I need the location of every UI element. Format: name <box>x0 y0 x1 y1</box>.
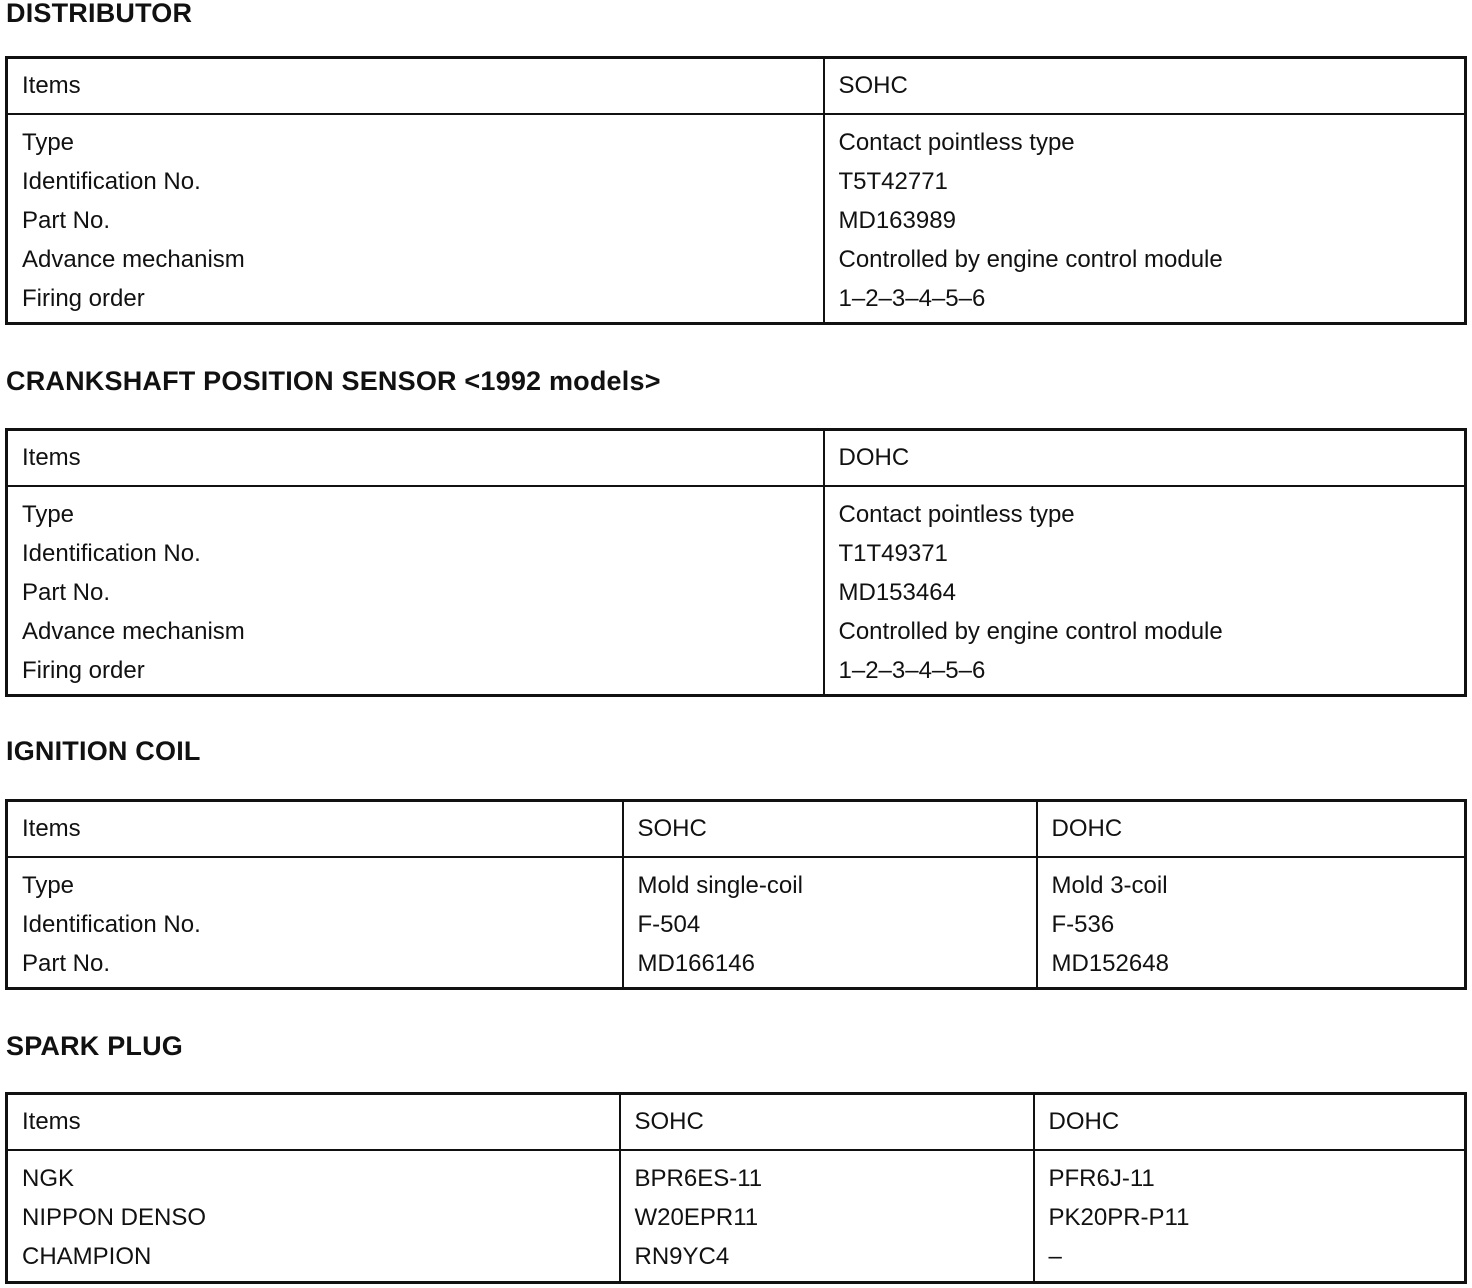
table-row <box>7 857 1466 989</box>
column-header-items: Items <box>7 430 824 487</box>
item-label: Identification No. <box>22 168 201 195</box>
section-title-distributor: DISTRIBUTOR <box>6 0 193 28</box>
spec-value: MD166146 <box>637 950 755 977</box>
spec-value: Contact pointless type <box>838 129 1075 156</box>
spec-value: T1T49371 <box>838 540 948 567</box>
dohc-values-cell <box>1037 857 1466 989</box>
item-label: NIPPON DENSO <box>22 1204 207 1231</box>
column-header-dohc: DOHC <box>824 430 1466 487</box>
column-header-sohc: SOHC <box>623 801 1037 858</box>
section-title-crankshaft-sensor: CRANKSHAFT POSITION SENSOR <1992 models> <box>6 366 661 396</box>
items-cell <box>7 114 824 324</box>
spec-value: F-504 <box>637 911 701 938</box>
column-header-sohc: SOHC <box>620 1094 1034 1151</box>
spec-value: PFR6J-11 <box>1048 1165 1155 1192</box>
dohc-values-cell <box>824 486 1466 696</box>
column-header-dohc: DOHC <box>1034 1094 1466 1151</box>
spec-value: Controlled by engine control module <box>838 618 1223 645</box>
items-cell <box>7 486 824 696</box>
spec-value: 1–2–3–4–5–6 <box>838 657 986 684</box>
column-header-items: Items <box>7 58 824 115</box>
item-label: Part No. <box>22 207 111 234</box>
distributor-table <box>5 56 1467 325</box>
sohc-values-cell <box>824 114 1466 324</box>
spec-value: MD153464 <box>838 579 956 606</box>
sohc-values-cell <box>623 857 1037 989</box>
spec-value: Mold 3-coil <box>1051 872 1168 899</box>
spec-value: – <box>1048 1243 1062 1270</box>
spec-value: PK20PR-P11 <box>1048 1204 1190 1231</box>
section-title-spark-plug: SPARK PLUG <box>6 1031 184 1061</box>
item-label: CHAMPION <box>22 1243 152 1270</box>
column-header-items: Items <box>7 801 623 858</box>
item-label: NGK <box>22 1165 75 1192</box>
item-label: Type <box>22 129 75 156</box>
sohc-values-cell <box>620 1150 1034 1283</box>
item-label: Type <box>22 872 75 899</box>
items-cell <box>7 1150 620 1283</box>
items-cell <box>7 857 623 989</box>
item-label: Part No. <box>22 950 111 977</box>
column-header-items: Items <box>7 1094 620 1151</box>
spec-value: F-536 <box>1051 911 1115 938</box>
spec-value: MD152648 <box>1051 950 1169 977</box>
table-row <box>7 486 1466 696</box>
spec-value: MD163989 <box>838 207 956 234</box>
spec-value: T5T42771 <box>838 168 948 195</box>
spec-value: 1–2–3–4–5–6 <box>838 285 986 312</box>
item-label: Part No. <box>22 579 111 606</box>
spec-value: RN9YC4 <box>634 1243 730 1270</box>
crankshaft-sensor-table <box>5 428 1467 697</box>
table-header-row <box>7 58 1466 115</box>
item-label: Type <box>22 501 75 528</box>
ignition-coil-table <box>5 799 1467 990</box>
item-label: Firing order <box>22 285 145 312</box>
spark-plug-table <box>5 1092 1467 1284</box>
spec-value: BPR6ES-11 <box>634 1165 763 1192</box>
item-label: Advance mechanism <box>22 246 245 273</box>
item-label: Identification No. <box>22 540 201 567</box>
spec-value: Mold single-coil <box>637 872 803 899</box>
table-header-row <box>7 1094 1466 1151</box>
column-header-dohc: DOHC <box>1037 801 1466 858</box>
table-header-row <box>7 801 1466 858</box>
spec-value: W20EPR11 <box>634 1204 759 1231</box>
table-header-row <box>7 430 1466 487</box>
item-label: Firing order <box>22 657 145 684</box>
spec-value: Contact pointless type <box>838 501 1075 528</box>
item-label: Advance mechanism <box>22 618 245 645</box>
spec-value: Controlled by engine control module <box>838 246 1223 273</box>
section-title-ignition-coil: IGNITION COIL <box>6 736 201 766</box>
dohc-values-cell <box>1034 1150 1466 1283</box>
table-row <box>7 1150 1466 1283</box>
item-label: Identification No. <box>22 911 201 938</box>
column-header-sohc: SOHC <box>824 58 1466 115</box>
table-row <box>7 114 1466 324</box>
